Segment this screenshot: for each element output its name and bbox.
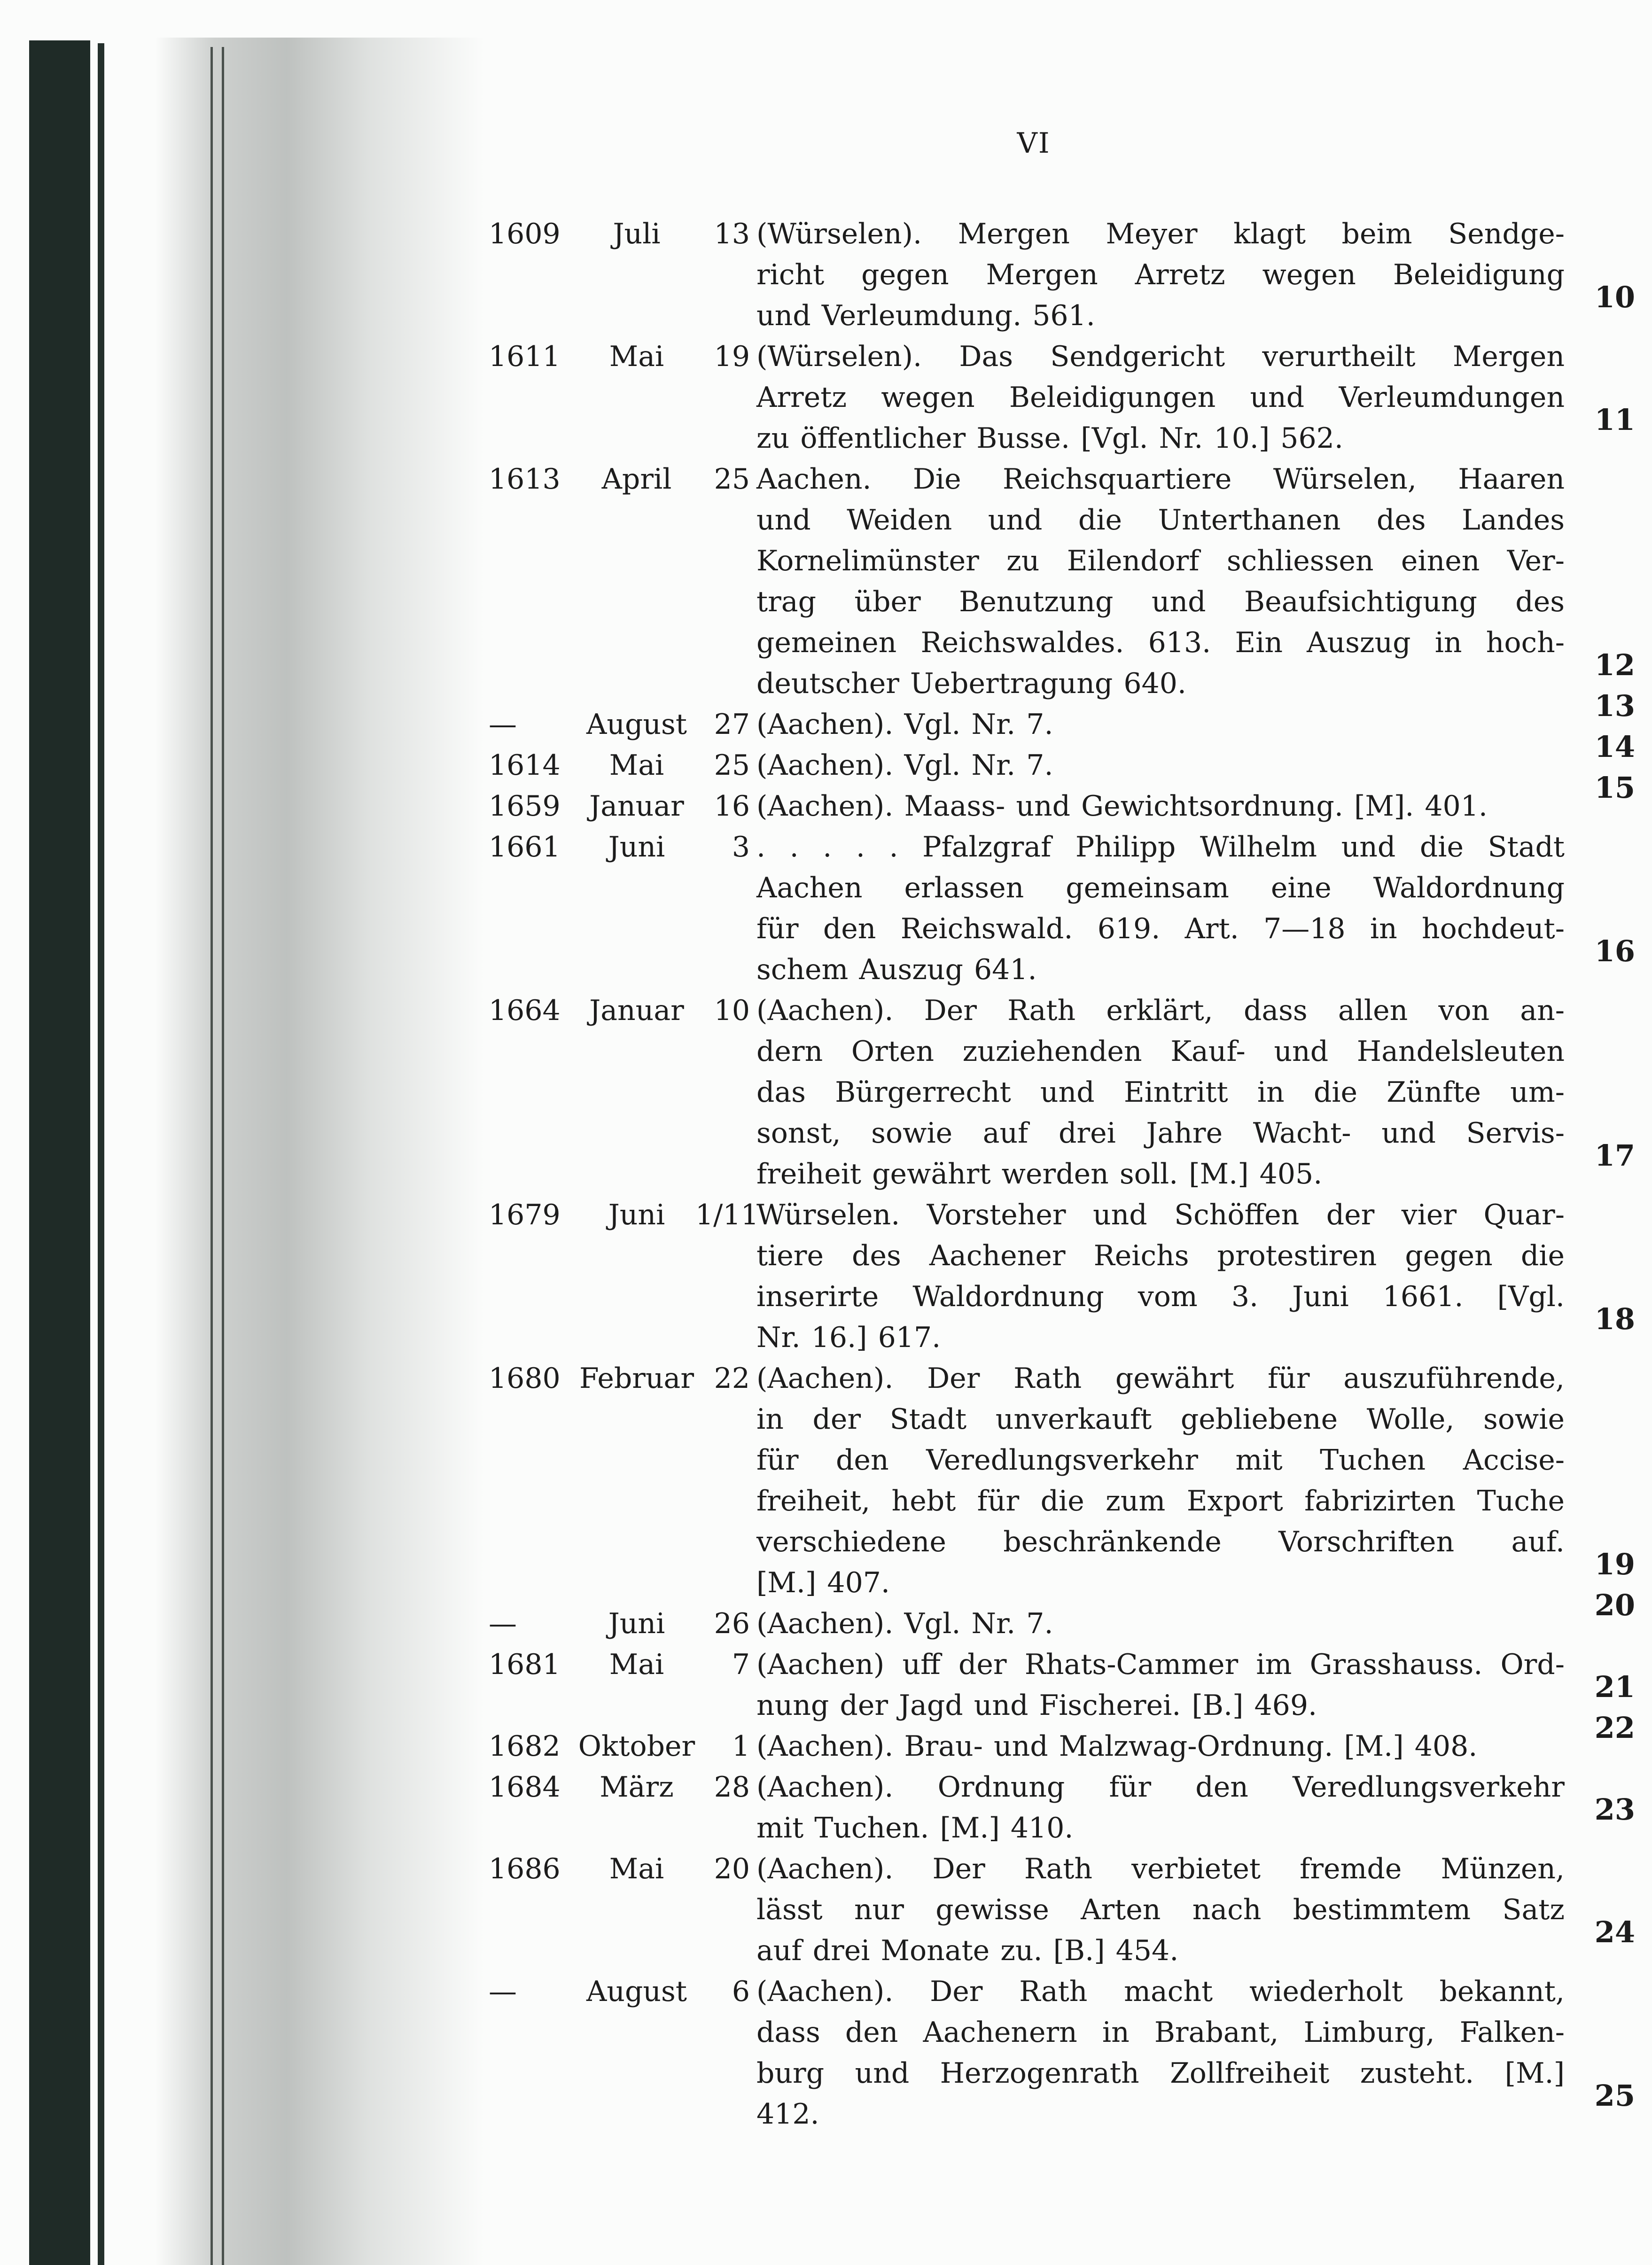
regest-entry [489, 1971, 1635, 2135]
entry-text [756, 1767, 1565, 1849]
regest-entry [489, 1195, 1635, 1358]
entry-day: 16 [714, 790, 750, 823]
entry-month: Mai [609, 1648, 664, 1681]
page-number: VI [1017, 127, 1051, 160]
entry-text-line: Würselen. Vorsteher und Schöffen der vier Quar- [756, 1199, 1565, 1231]
entry-text-line: (Aachen). Der Rath verbietet fremde Münzen, [756, 1852, 1565, 1885]
regest-entry [489, 689, 1635, 745]
entry-year: 1611 [489, 340, 561, 373]
entry-day: 22 [714, 1362, 750, 1395]
entry-year: — [489, 1975, 517, 2008]
regest-entry [489, 1588, 1635, 1644]
entry-day: 1/11 [695, 1199, 759, 1231]
entry-text-line: (Aachen). Maass- und Gewichtsordnung. [M]. 401. [756, 790, 1488, 823]
entry-text [756, 214, 1565, 336]
regest-entry [489, 827, 1635, 990]
entry-text-line: (Aachen). Der Rath macht wiederholt bekannt, [756, 1975, 1565, 2008]
entry-day: 13 [714, 218, 750, 250]
gutter-line [210, 47, 213, 2265]
entry-text-line: trag über Benutzung und Beaufsichtigung des [756, 585, 1565, 618]
entry-month: Oktober [578, 1730, 695, 1763]
entry-number: 13 [1594, 689, 1635, 723]
entry-number: 12 [1594, 648, 1635, 682]
entry-day: 19 [714, 340, 750, 373]
entry-text [756, 1971, 1565, 2135]
entry-month: April [601, 463, 672, 496]
entry-year: 1614 [489, 749, 561, 782]
entry-text [756, 1358, 1565, 1603]
entry-number: 11 [1594, 403, 1635, 437]
entry-text-line: (Aachen). Brau- und Malzwag-Ordnung. [M.] 408. [756, 1730, 1478, 1763]
entry-year: 1613 [489, 463, 561, 496]
entry-text-line: in der Stadt unverkauft gebliebene Wolle, sowie [756, 1403, 1565, 1436]
entry-day: 25 [714, 463, 750, 496]
entry-year: 1681 [489, 1648, 561, 1681]
entry-month: Juni [608, 1199, 665, 1231]
entry-text-line: und Verleumdung. 561. [756, 299, 1095, 332]
regest-entry [489, 1849, 1635, 1971]
regest-list [489, 214, 1635, 2135]
entry-text-line: gemeinen Reichswaldes. 613. Ein Auszug in hoch- [756, 626, 1565, 659]
entry-number: 20 [1594, 1588, 1635, 1622]
entry-year: — [489, 1607, 517, 1640]
entry-year: 1680 [489, 1362, 561, 1395]
entry-number: 17 [1594, 1138, 1635, 1173]
entry-year: 1609 [489, 218, 561, 250]
entry-text-line: lässt nur gewisse Arten nach bestimmtem Satz [756, 1893, 1565, 1926]
entry-text [756, 1849, 1565, 1971]
entry-month: Juni [608, 831, 665, 864]
entry-text-line: schem Auszug 641. [756, 953, 1037, 986]
entry-day: 27 [714, 708, 750, 741]
entry-day: 7 [732, 1648, 750, 1681]
entry-number: 25 [1594, 2078, 1635, 2113]
book-binding-edge [29, 40, 90, 2265]
entry-number: 14 [1594, 730, 1635, 764]
entry-year: 1686 [489, 1852, 561, 1885]
entry-text [756, 336, 1565, 459]
entry-text [756, 786, 1565, 827]
entry-month: August [586, 1975, 687, 2008]
entry-text-line: für den Veredlungsverkehr mit Tuchen Accise- [756, 1444, 1565, 1477]
entry-text-line: richt gegen Mergen Arretz wegen Beleidigung [756, 258, 1565, 291]
entry-text-line: sonst, sowie auf drei Jahre Wacht- und Servis- [756, 1117, 1565, 1150]
entry-number: 15 [1594, 771, 1635, 805]
entry-text-line: 412. [756, 2098, 819, 2131]
regest-entry [489, 1711, 1635, 1767]
entry-text-line: Arretz wegen Beleidigungen und Verleumdungen [756, 381, 1565, 414]
entry-text-line: burg und Herzogenrath Zollfreiheit zusteht. [M.] [756, 2057, 1565, 2090]
binding-rule [98, 43, 104, 2265]
entry-text [756, 827, 1565, 990]
entry-text-line: dass den Aachenern in Brabant, Limburg, Falken- [756, 2016, 1565, 2049]
entry-year: 1659 [489, 790, 561, 823]
entry-text [756, 1644, 1565, 1726]
entry-text-line: und Weiden und die Unterthanen des Landes [756, 504, 1565, 537]
entry-number: 10 [1594, 280, 1635, 314]
entry-text-line: freiheit, hebt für die zum Export fabrizirten Tuche [756, 1485, 1565, 1518]
entry-text [756, 745, 1565, 786]
entry-text-line: inserirte Waldordnung vom 3. Juni 1661. [Vgl. [756, 1280, 1565, 1313]
entry-text-line: . . . . . Pfalzgraf Philipp Wilhelm und die Stadt [756, 831, 1565, 864]
entry-month: Juni [608, 1607, 665, 1640]
entry-year: 1684 [489, 1771, 561, 1804]
entry-number: 16 [1594, 934, 1635, 968]
regest-entry [489, 214, 1635, 336]
entry-text-line: Nr. 16.] 617. [756, 1321, 941, 1354]
entry-text-line: (Aachen). Ordnung für den Veredlungsverkehr [756, 1771, 1565, 1804]
entry-number: 23 [1594, 1792, 1635, 1827]
entry-number: 19 [1594, 1547, 1635, 1581]
entry-text-line: mit Tuchen. [M.] 410. [756, 1812, 1074, 1845]
entry-day: 1 [732, 1730, 750, 1763]
entry-month: August [586, 708, 687, 741]
entry-text-line: (Aachen). Der Rath gewährt für auszuführende, [756, 1362, 1565, 1395]
entry-year: — [489, 708, 517, 741]
entry-month: Januar [589, 790, 684, 823]
entry-number: 21 [1594, 1670, 1635, 1704]
gutter-line [222, 47, 224, 2265]
entry-number: 24 [1594, 1915, 1635, 1949]
entry-text-line: tiere des Aachener Reichs protestiren gegen die [756, 1239, 1565, 1272]
entry-text-line: zu öffentlicher Busse. [Vgl. Nr. 10.] 562. [756, 422, 1343, 455]
entry-year: 1682 [489, 1730, 561, 1763]
entry-day: 10 [714, 994, 750, 1027]
entry-number: 18 [1594, 1302, 1635, 1336]
entry-month: Februar [579, 1362, 694, 1395]
entry-text-line: (Würselen). Das Sendgericht verurtheilt Mergen [756, 340, 1565, 373]
entry-text-line: für den Reichswald. 619. Art. 7—18 in hochdeut- [756, 912, 1565, 945]
entry-text-line: das Bürgerrecht und Eintritt in die Zünfte um- [756, 1076, 1565, 1109]
entry-text-line: (Aachen) uff der Rhats-Cammer im Grasshauss. Ord- [756, 1648, 1565, 1681]
entry-text-line: (Aachen). Vgl. Nr. 7. [756, 1607, 1053, 1640]
entry-text-line: (Aachen). Vgl. Nr. 7. [756, 708, 1053, 741]
regest-entry [489, 1644, 1635, 1726]
entry-month: Juli [613, 218, 661, 250]
entry-day: 6 [732, 1975, 750, 2008]
entry-day: 25 [714, 749, 750, 782]
entry-text-line: Kornelimünster zu Eilendorf schliessen einen Ver- [756, 545, 1565, 577]
entry-text-line: auf drei Monate zu. [B.] 454. [756, 1934, 1179, 1967]
regest-entry [489, 459, 1635, 704]
entry-text-line: dern Orten zuziehenden Kauf- und Handelsleuten [756, 1035, 1565, 1068]
entry-text [756, 1603, 1565, 1644]
entry-day: 20 [714, 1852, 750, 1885]
regest-entry [489, 730, 1635, 786]
gutter-shadow [155, 38, 484, 2265]
entry-text [756, 704, 1565, 745]
entry-text-line: freiheit gewährt werden soll. [M.] 405. [756, 1158, 1323, 1191]
entry-year: 1664 [489, 994, 561, 1027]
entry-text [756, 459, 1565, 704]
entry-text-line: verschiedene beschränkende Vorschriften auf. [756, 1526, 1565, 1558]
regest-entry [489, 336, 1635, 459]
entry-month: Mai [609, 1852, 664, 1885]
regest-entry [489, 1358, 1635, 1603]
entry-text [756, 1195, 1565, 1358]
entry-text-line: (Würselen). Mergen Meyer klagt beim Sendge- [756, 218, 1565, 250]
entry-text [756, 1726, 1565, 1767]
entry-month: Mai [609, 749, 664, 782]
entry-text-line: (Aachen). Vgl. Nr. 7. [756, 749, 1053, 782]
entry-number: 22 [1594, 1711, 1635, 1745]
entry-month: März [600, 1771, 674, 1804]
regest-entry [489, 771, 1635, 827]
entry-text-line: deutscher Uebertragung 640. [756, 667, 1186, 700]
entry-text-line: Aachen. Die Reichsquartiere Würselen, Haaren [756, 463, 1565, 496]
entry-day: 26 [714, 1607, 750, 1640]
entry-text [756, 990, 1565, 1195]
entry-month: Mai [609, 340, 664, 373]
entry-day: 28 [714, 1771, 750, 1804]
entry-month: Januar [589, 994, 684, 1027]
entry-text-line: Aachen erlassen gemeinsam eine Waldordnung [756, 872, 1565, 904]
entry-day: 3 [732, 831, 750, 864]
entry-text-line: nung der Jagd und Fischerei. [B.] 469. [756, 1689, 1317, 1722]
entry-text-line: (Aachen). Der Rath erklärt, dass allen von an- [756, 994, 1565, 1027]
entry-year: 1679 [489, 1199, 561, 1231]
entry-year: 1661 [489, 831, 561, 864]
regest-entry [489, 990, 1635, 1195]
regest-entry [489, 1767, 1635, 1849]
entry-text-line: [M.] 407. [756, 1566, 890, 1599]
